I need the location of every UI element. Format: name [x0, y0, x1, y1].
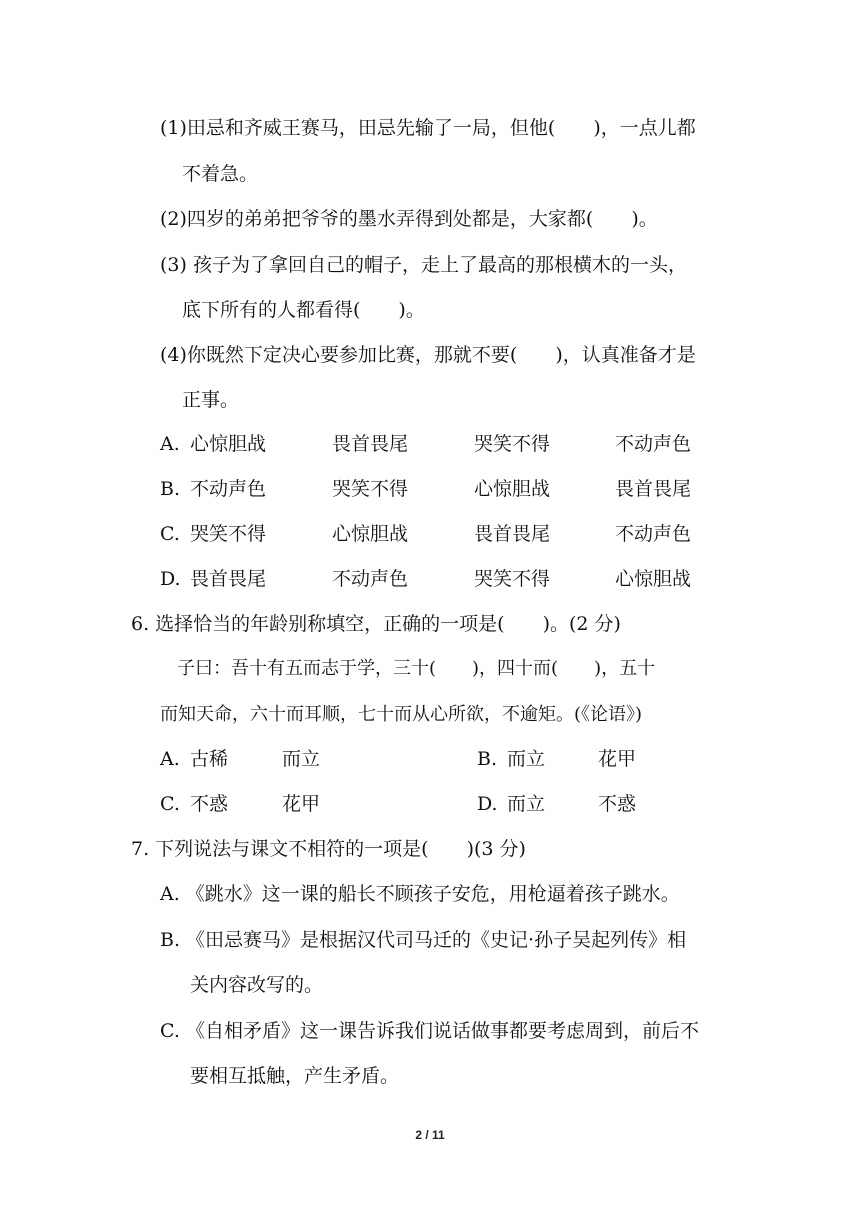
q5-option-cell: 不动声色	[615, 433, 692, 455]
q5-option-cell: 哭笑不得	[474, 568, 551, 590]
q5-item-1-line1: (1)田忌和齐威王赛马，田忌先输了一局，但他( )，一点儿都	[160, 117, 696, 139]
q5-option-cell: 畏首畏尾	[474, 523, 551, 545]
q5-option-cell: 心惊胆战	[615, 568, 692, 590]
q6-option-label: C.	[160, 793, 180, 815]
q6-option-label: B.	[477, 748, 498, 770]
q5-option-label: B.	[160, 478, 181, 500]
q6-option-cell: 古稀	[190, 748, 229, 770]
q5-item-4-line2: 正事。	[182, 389, 240, 411]
q5-item-2-line1: (2)四岁的弟弟把爷爷的墨水弄得到处都是，大家都( )。	[160, 208, 658, 230]
q5-option-cell: 畏首畏尾	[190, 568, 267, 590]
q6-option-cell: 花甲	[282, 793, 321, 815]
q5-option-cell: 心惊胆战	[332, 523, 409, 545]
q7-option-a-line1: A. 《跳水》这一课的船长不顾孩子安危，用枪逼着孩子跳水。	[160, 883, 680, 905]
q6-quote-line2: 而知天命，六十而耳顺，七十而从心所欲，不逾矩。(《论语》)	[160, 704, 643, 725]
page-number: 2 / 11	[415, 1128, 445, 1142]
q5-option-label: C.	[160, 523, 180, 545]
q5-option-label: A.	[160, 433, 180, 455]
q6-option-cell: 不惑	[190, 793, 229, 815]
q6-option-cell: 而立	[282, 748, 321, 770]
q7-option-c-line2: 要相互抵触，产生矛盾。	[190, 1065, 400, 1087]
q5-option-label: D.	[160, 568, 181, 590]
q6-option-cell: 而立	[507, 793, 546, 815]
q6-option-cell: 花甲	[598, 748, 637, 770]
q5-item-3-line1: (3) 孩子为了拿回自己的帽子，走上了最高的那根横木的一头，	[160, 254, 687, 276]
q7-question: 7. 下列说法与课文不相符的一项是( )(3 分)	[131, 838, 526, 860]
q5-option-cell: 畏首畏尾	[615, 478, 692, 500]
q6-option-label: A.	[160, 748, 180, 770]
q5-option-cell: 不动声色	[190, 478, 267, 500]
q6-option-cell: 不惑	[598, 793, 637, 815]
q6-quote-line1: 子曰：吾十有五而志于学，三十( )，四十而( )，五十	[177, 658, 656, 679]
q5-option-cell: 不动声色	[332, 568, 409, 590]
q5-option-cell: 哭笑不得	[190, 523, 267, 545]
q6-question: 6. 选择恰当的年龄别称填空，正确的一项是( )。(2 分)	[131, 613, 621, 635]
q5-item-1-line2: 不着急。	[182, 163, 259, 185]
q7-option-b-line2: 关内容改写的。	[190, 974, 324, 996]
q7-option-b-line1: B. 《田忌赛马》是根据汉代司马迁的《史记·孙子吴起列传》相	[160, 929, 687, 951]
q5-option-cell: 畏首畏尾	[332, 433, 409, 455]
q5-option-cell: 心惊胆战	[190, 433, 267, 455]
q7-option-c-line1: C. 《自相矛盾》这一课告诉我们说话做事都要考虑周到，前后不	[160, 1020, 699, 1042]
q5-option-cell: 心惊胆战	[474, 478, 551, 500]
q6-option-label: D.	[477, 793, 498, 815]
q5-option-cell: 哭笑不得	[474, 433, 551, 455]
q5-option-cell: 哭笑不得	[332, 478, 409, 500]
q5-option-cell: 不动声色	[615, 523, 692, 545]
q6-option-cell: 而立	[507, 748, 546, 770]
q5-item-4-line1: (4)你既然下定决心要参加比赛，那就不要( )，认真准备才是	[160, 344, 696, 366]
q5-item-3-line2: 底下所有的人都看得( )。	[182, 299, 425, 321]
